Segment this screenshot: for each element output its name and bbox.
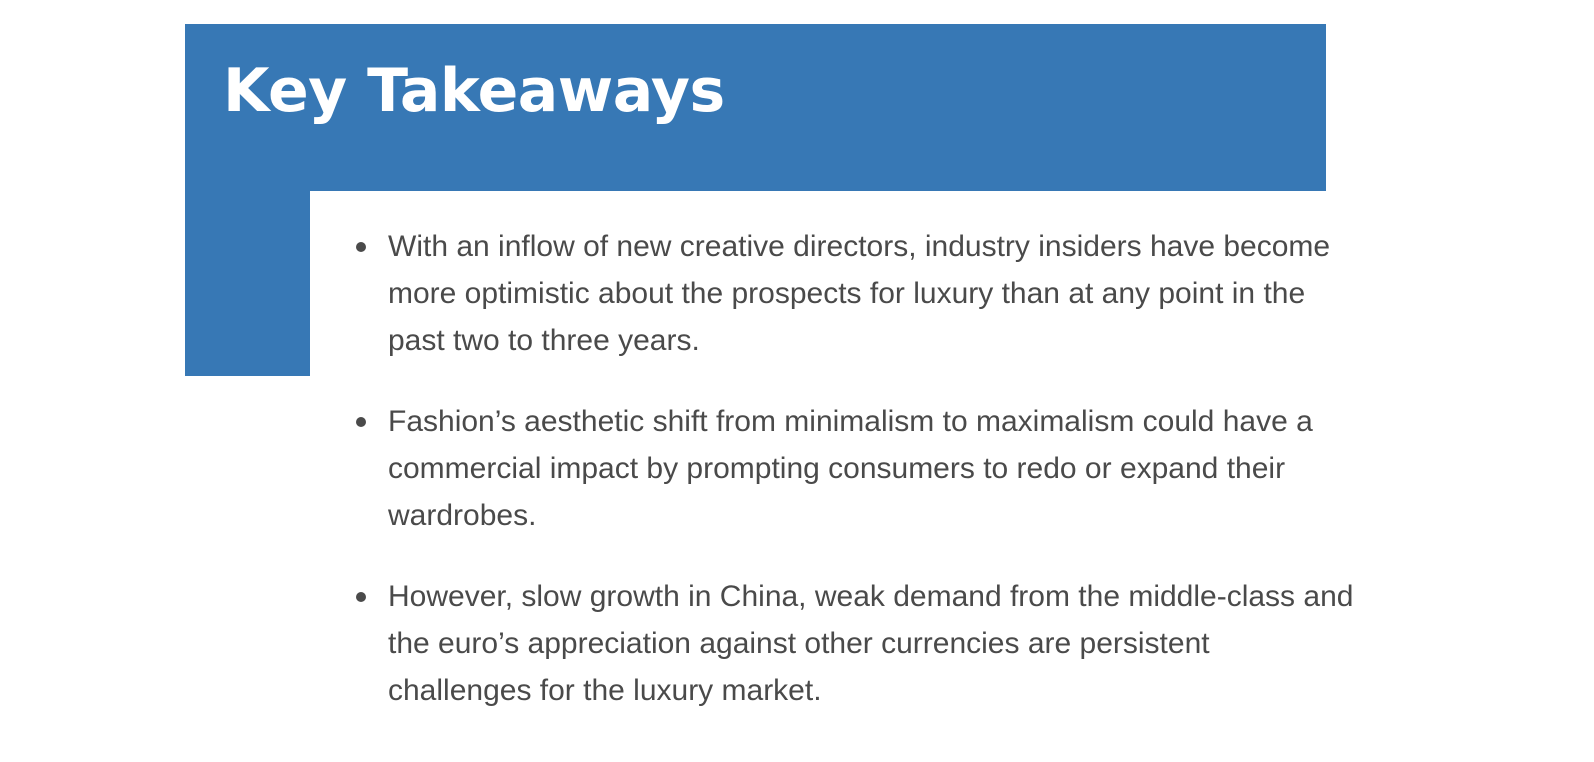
list-item-text: Fashion’s aesthetic shift from minimalism to maximalism could have a commercial impact by prompting consumers to redo or expand their wardrobes. xyxy=(388,405,1313,532)
list-item xyxy=(310,223,1594,364)
page-title: Key Takeaways xyxy=(223,56,725,126)
list-item-text: With an inflow of new creative directors, industry insiders have become more optimistic about the prospects for luxury than at any point in the past two to three years. xyxy=(388,230,1331,357)
bullet-dot-icon xyxy=(356,592,366,602)
bullet-dot-icon xyxy=(356,242,366,252)
callout-accent-block xyxy=(185,191,310,376)
list-item-text: However, slow growth in China, weak demand from the middle-class and the euro’s appreciation against other currencies are persistent challenges for the luxury market. xyxy=(388,580,1354,707)
callout-header-band xyxy=(185,24,1326,191)
callout-body xyxy=(310,191,1594,762)
takeaways-list xyxy=(310,223,1594,714)
list-item xyxy=(310,398,1594,539)
bullet-dot-icon xyxy=(356,417,366,427)
list-item xyxy=(310,573,1594,714)
